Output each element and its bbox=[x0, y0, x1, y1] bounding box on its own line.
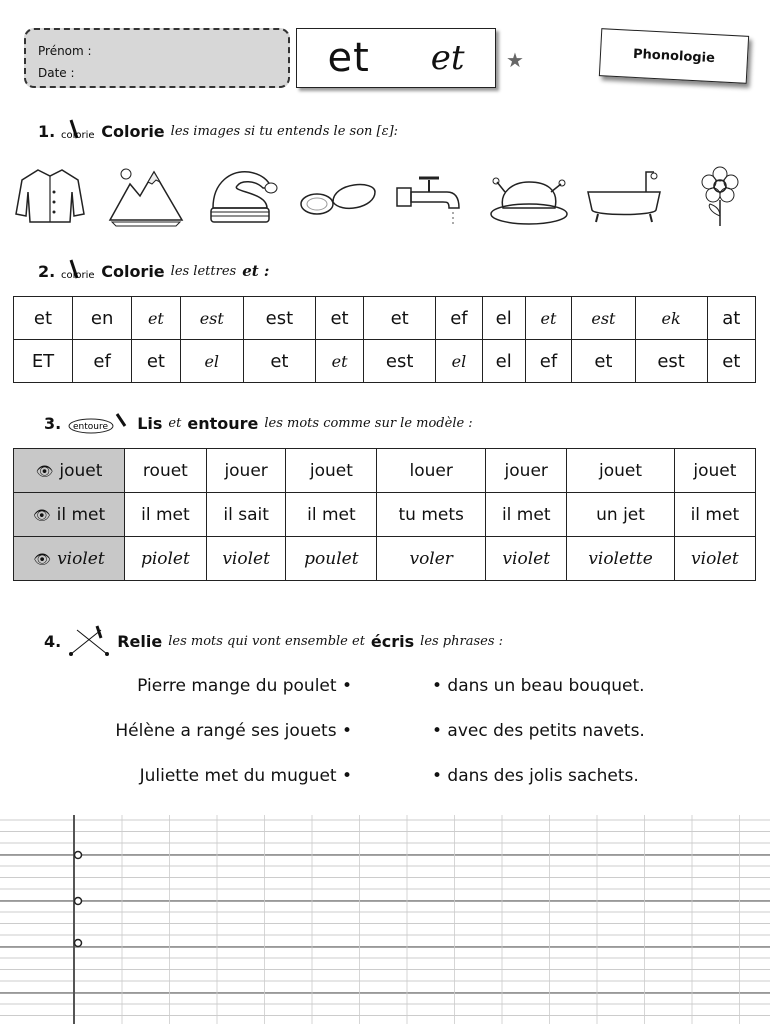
letter-cell[interactable]: et bbox=[315, 297, 363, 340]
letter-cell[interactable]: ET bbox=[14, 340, 73, 383]
ex3-instruction: les mots comme sur le modèle : bbox=[264, 415, 473, 431]
ex1-instruction: les images si tu entends le son [ɛ]: bbox=[170, 123, 399, 139]
pencil-icon bbox=[61, 258, 95, 284]
word-cell[interactable]: tu mets bbox=[377, 493, 486, 537]
word-cell[interactable]: il met bbox=[674, 493, 755, 537]
word-cell[interactable]: il met bbox=[125, 493, 207, 537]
words-row bbox=[14, 449, 756, 493]
letter-cell[interactable]: et bbox=[132, 340, 180, 383]
ex3-icon-text: entoure bbox=[73, 422, 109, 432]
ex1-heading bbox=[38, 118, 398, 144]
letter-cell[interactable]: et bbox=[243, 340, 315, 383]
word-cell[interactable]: voler bbox=[377, 537, 486, 581]
letters-row bbox=[14, 340, 756, 383]
word-cell[interactable]: violet bbox=[674, 537, 755, 581]
ex4-verb-ecris: écris bbox=[370, 631, 415, 651]
ex3-mid: et bbox=[168, 415, 182, 431]
letter-cell[interactable]: est bbox=[243, 297, 315, 340]
word-cell[interactable]: il met bbox=[486, 493, 567, 537]
date-label: Date : bbox=[38, 66, 75, 80]
hat-icon[interactable] bbox=[201, 162, 281, 228]
link-pencil-icon bbox=[67, 624, 111, 658]
model-word: il met bbox=[56, 504, 106, 525]
letter-cell[interactable]: en bbox=[73, 297, 132, 340]
model-word-cell bbox=[14, 537, 125, 581]
pencil-icon bbox=[61, 118, 95, 144]
prenom-label: Prénom : bbox=[38, 44, 92, 58]
title-box bbox=[296, 28, 496, 88]
words-table bbox=[13, 448, 756, 581]
letter-cell[interactable]: el bbox=[482, 297, 525, 340]
relie-right-2[interactable]: • avec des petits navets. bbox=[432, 721, 645, 741]
letter-cell[interactable]: ef bbox=[73, 340, 132, 383]
letter-cell[interactable]: el bbox=[482, 340, 525, 383]
letter-cell[interactable]: est bbox=[635, 340, 707, 383]
ex1-number: 1. bbox=[38, 121, 56, 141]
relie-right-1[interactable]: • dans un beau bouquet. bbox=[432, 676, 645, 696]
word-cell[interactable]: il sait bbox=[206, 493, 286, 537]
ex4-mid: les mots qui vont ensemble et bbox=[168, 633, 365, 649]
word-cell[interactable]: jouet bbox=[567, 449, 674, 493]
roast-chicken-icon[interactable] bbox=[489, 162, 569, 228]
letter-cell[interactable]: et bbox=[14, 297, 73, 340]
model-word-cell bbox=[14, 449, 125, 493]
title-cursive: et bbox=[430, 38, 465, 78]
words-row bbox=[14, 537, 756, 581]
faucet-icon[interactable] bbox=[393, 162, 473, 228]
relie-right-3[interactable]: • dans des jolis sachets. bbox=[432, 766, 639, 786]
relie-left-2[interactable]: Hélène a rangé ses jouets • bbox=[115, 721, 352, 741]
word-cell[interactable]: jouer bbox=[486, 449, 567, 493]
eye-icon: 👁 bbox=[33, 551, 52, 568]
eye-icon: 👁 bbox=[32, 507, 51, 524]
letter-cell[interactable]: el bbox=[180, 340, 243, 383]
ex4-heading bbox=[44, 624, 503, 658]
letter-cell[interactable]: est bbox=[572, 297, 635, 340]
ex2-icon-text: colorie bbox=[61, 270, 95, 281]
ex4-verb-relie: Relie bbox=[117, 631, 163, 651]
letter-cell[interactable]: et bbox=[364, 297, 436, 340]
title-print: et bbox=[327, 35, 370, 81]
word-cell[interactable]: jouer bbox=[206, 449, 286, 493]
bathtub-icon[interactable] bbox=[584, 162, 664, 228]
letter-cell[interactable]: et bbox=[132, 297, 180, 340]
letter-cell[interactable]: et bbox=[707, 340, 755, 383]
relie-left-1[interactable]: Pierre mange du poulet • bbox=[137, 676, 352, 696]
model-word: violet bbox=[57, 548, 105, 569]
entoure-pencil-icon bbox=[67, 410, 131, 436]
relie-left-3[interactable]: Juliette met du muguet • bbox=[139, 766, 352, 786]
letter-cell[interactable]: ek bbox=[635, 297, 707, 340]
letter-cell[interactable]: el bbox=[436, 340, 482, 383]
ex1-icon-text: colorie bbox=[61, 130, 95, 141]
ex2-instruction: les lettres bbox=[170, 263, 237, 279]
model-word: jouet bbox=[59, 460, 103, 481]
ex2-verb: Colorie bbox=[101, 261, 165, 281]
word-cell[interactable]: violette bbox=[567, 537, 674, 581]
letter-cell[interactable]: et bbox=[525, 297, 571, 340]
word-cell[interactable]: louer bbox=[377, 449, 486, 493]
ex3-verb-lis: Lis bbox=[137, 413, 163, 433]
ex4-instruction: les phrases : bbox=[420, 633, 504, 649]
letter-cell[interactable]: est bbox=[364, 340, 436, 383]
word-cell[interactable]: il met bbox=[286, 493, 377, 537]
letter-cell[interactable]: et bbox=[572, 340, 635, 383]
word-cell[interactable]: piolet bbox=[125, 537, 207, 581]
mountain-icon[interactable] bbox=[106, 162, 186, 228]
jacket-icon[interactable] bbox=[10, 162, 90, 228]
letters-row bbox=[14, 297, 756, 340]
ex2-heading bbox=[38, 258, 269, 284]
word-cell[interactable]: jouet bbox=[286, 449, 377, 493]
subject-tag bbox=[599, 28, 749, 84]
word-cell[interactable]: jouet bbox=[674, 449, 755, 493]
name-date-box bbox=[24, 28, 290, 88]
letter-cell[interactable]: at bbox=[707, 297, 755, 340]
ex2-target: et : bbox=[242, 262, 270, 280]
ex4-number: 4. bbox=[44, 631, 62, 651]
images-row bbox=[10, 160, 760, 230]
flower-icon[interactable] bbox=[680, 162, 760, 228]
ex2-number: 2. bbox=[38, 261, 56, 281]
eye-icon: 👁 bbox=[35, 463, 54, 480]
letter-cell[interactable]: et bbox=[315, 340, 363, 383]
model-word-cell bbox=[14, 493, 125, 537]
word-cell[interactable]: un jet bbox=[567, 493, 674, 537]
letter-cell[interactable]: ef bbox=[436, 297, 482, 340]
ex1-verb: Colorie bbox=[101, 121, 165, 141]
word-cell[interactable]: rouet bbox=[125, 449, 207, 493]
letters-table bbox=[13, 296, 756, 383]
word-cell[interactable]: poulet bbox=[286, 537, 377, 581]
word-cell[interactable]: violet bbox=[486, 537, 567, 581]
bread-icon[interactable] bbox=[297, 162, 377, 228]
ex3-heading bbox=[44, 410, 473, 436]
ex3-verb-entoure: entoure bbox=[187, 413, 259, 433]
words-row bbox=[14, 493, 756, 537]
letter-cell[interactable]: ef bbox=[525, 340, 571, 383]
letter-cell[interactable]: est bbox=[180, 297, 243, 340]
ex3-number: 3. bbox=[44, 413, 62, 433]
word-cell[interactable]: violet bbox=[206, 537, 286, 581]
writing-lines[interactable] bbox=[0, 815, 770, 1024]
star-icon: ★ bbox=[506, 48, 524, 72]
subject-label: Phonologie bbox=[632, 46, 716, 66]
